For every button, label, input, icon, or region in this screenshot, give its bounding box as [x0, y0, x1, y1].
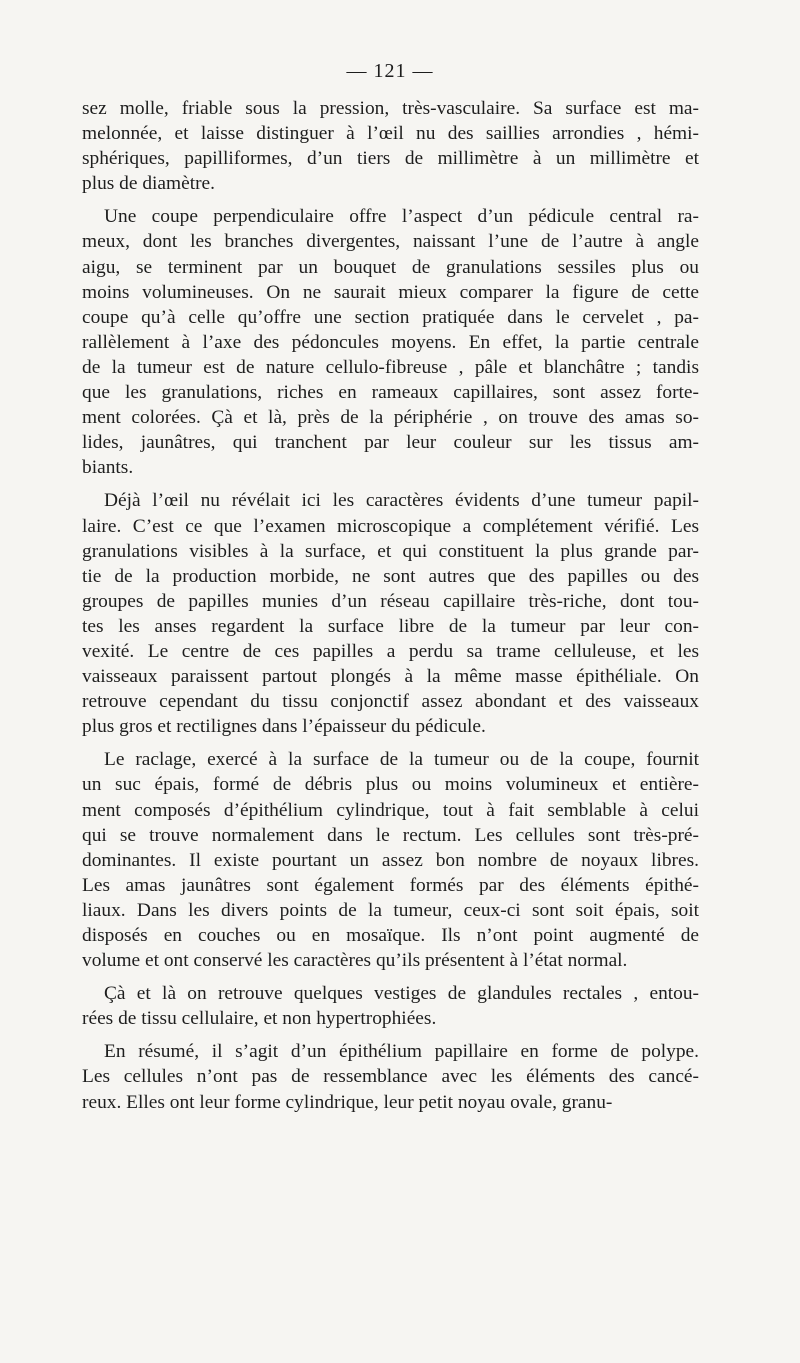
- text-line: vaisseaux paraissent partout plongés à la même masse épithéliale. On: [82, 666, 699, 688]
- text-line: disposés en couches ou en mosaïque. Ils n’ont point augmenté de: [82, 925, 699, 946]
- paragraph: [82, 96, 699, 196]
- text-line: Les amas jaunâtres sont également formés par des éléments épithé-: [82, 874, 699, 896]
- text-line: que les granulations, riches en rameaux capillaires, sont assez forte-: [82, 382, 699, 404]
- text-line: tes les anses regardent la surface libre de la tumeur par leur con-: [82, 615, 699, 637]
- text-line: groupes de papilles munies d’un réseau capillaire très-riche, dont tou-: [82, 590, 699, 612]
- text-line: volume et ont conservé les caractères qu’ils présentent à l’état normal.: [82, 950, 628, 972]
- text-line: reux. Elles ont leur forme cylindrique, leur petit noyau ovale, granu-: [82, 1091, 613, 1113]
- page-number: — 121 —: [346, 60, 434, 82]
- text-line: de la tumeur est de nature cellulo-fibreuse , pâle et blanchâtre ; tandis: [82, 356, 699, 378]
- text-line: Le raclage, exercé à la surface de la tumeur ou de la coupe, fournit: [104, 749, 699, 771]
- text-line: vexité. Le centre de ces papilles a perdu sa trame celluleuse, et les: [82, 640, 699, 662]
- text-line: plus gros et rectilignes dans l’épaisseur du pédicule.: [82, 716, 486, 738]
- text-line: liaux. Dans les divers points de la tumeur, ceux-ci sont soit épais, soit: [82, 899, 699, 921]
- text-line: sphériques, papilliformes, d’un tiers de millimètre à un millimètre et: [82, 148, 699, 170]
- text-line: retrouve cependant du tissu conjonctif assez abondant et des vaisseaux: [82, 691, 699, 713]
- text-line: meux, dont les branches divergentes, naissant l’une de l’autre à angle: [82, 231, 699, 253]
- text-line: lides, jaunâtres, qui tranchent par leur couleur sur les tissus am-: [82, 432, 699, 454]
- text-line: moins volumineuses. On ne saurait mieux comparer la figure de cette: [82, 281, 699, 303]
- paragraph: [82, 488, 699, 739]
- text-line: Une coupe perpendiculaire offre l’aspect d’un pédicule central ra-: [104, 206, 699, 228]
- text-line: qui se trouve normalement dans le rectum. Les cellules sont très-pré-: [82, 824, 699, 846]
- text-line: biants.: [82, 457, 134, 479]
- text-line: Çà et là on retrouve quelques vestiges de glandules rectales , entou-: [104, 983, 699, 1005]
- text-line: Déjà l’œil nu révélait ici les caractères évidents d’une tumeur papil-: [104, 490, 699, 512]
- text-line: tie de la production morbide, ne sont autres que des papilles ou des: [82, 565, 699, 587]
- text-line: sez molle, friable sous la pression, très-vasculaire. Sa surface est ma-: [82, 98, 699, 119]
- text-line: rées de tissu cellulaire, et non hypertrophiées.: [82, 1008, 437, 1030]
- text-line: Les cellules n’ont pas de ressemblance avec les éléments des cancé-: [82, 1066, 699, 1088]
- body-text: [82, 96, 699, 1123]
- paragraph: [82, 981, 699, 1031]
- text-line: aigu, se terminent par un bouquet de granulations sessiles plus ou: [82, 256, 699, 278]
- paragraph: [82, 1039, 699, 1114]
- text-line: coupe qu’à celle qu’offre une section pratiquée dans le cervelet , pa-: [82, 306, 699, 328]
- text-line: En résumé, il s’agit d’un épithélium papillaire en forme de polype.: [104, 1041, 699, 1063]
- text-line: un suc épais, formé de débris plus ou moins volumineux et entière-: [82, 774, 699, 796]
- text-line: plus de diamètre.: [82, 173, 215, 195]
- text-line: rallèlement à l’axe des pédoncules moyens. En effet, la partie centrale: [82, 331, 699, 353]
- text-line: dominantes. Il existe pourtant un assez bon nombre de noyaux libres.: [82, 849, 699, 871]
- paragraph: [82, 747, 699, 973]
- paragraph: [82, 204, 699, 480]
- text-line: ment composés d’épithélium cylindrique, tout à fait semblable à celui: [82, 799, 699, 821]
- text-line: ment colorées. Çà et là, près de la périphérie , on trouve des amas so-: [82, 407, 699, 429]
- text-line: melonnée, et laisse distinguer à l’œil nu des saillies arrondies , hémi-: [82, 123, 699, 145]
- text-line: granulations visibles à la surface, et qui constituent la plus grande par-: [82, 540, 699, 562]
- text-line: laire. C’est ce que l’examen microscopique a complétement vérifié. Les: [82, 515, 699, 537]
